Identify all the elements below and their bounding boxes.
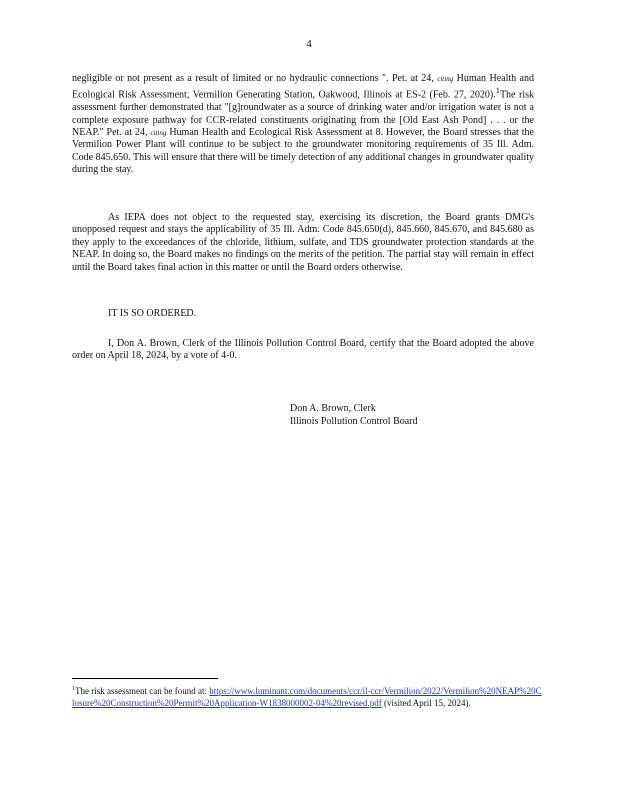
footnote-marker[interactable]: 1 bbox=[495, 86, 500, 96]
paragraph-board-grants-stay: As IEPA does not object to the requested stay, exercising its discretion, the Board grants DMG's unopposed request and stays the applicability of 35 Ill. Adm. Code 845.650(d), 845.660, 845.670, and 845.680 as they apply to the exceedances of the chloride, lithium, sulfate, and TDS groundwater protection standards at the NEAP. In doing so, the Board makes no findings on the merits of the petition. The partial stay will remain in effect until the Board takes final action in this matter or until the Board orders otherwise. bbox=[72, 212, 534, 273]
para1-text-a: negligible or not present as a result of limited or no hydraulic connections ". Pet. at 24, bbox=[72, 73, 438, 84]
footnote-number: 1 bbox=[72, 686, 75, 692]
footnote-url-link[interactable]: https://www.luminant.com/documents/ccr/il-ccr/Vermilion/2022/Vermilion%20NEAP%20Closure%20Construction%20Permit%20Application-W1838000002-04%20revised.pdf bbox=[72, 686, 542, 708]
footnote bbox=[72, 683, 542, 709]
signature-name: Don A. Brown, Clerk bbox=[290, 403, 376, 414]
so-ordered-statement: IT IS SO ORDERED. bbox=[108, 308, 197, 319]
paragraph-risk-assessment bbox=[72, 73, 534, 177]
footnote-visited-date: (visited April 15, 2024). bbox=[381, 698, 471, 708]
footnote-divider bbox=[72, 678, 218, 679]
para1-text-d: Human Health and Ecological Risk Assessment at 8. However, the Board stresses that the Vermilion Power Plant will continue to be subject to the groundwater monitoring requirements of 35 Ill. Adm. Code 845.650. This will ensure that there will be timely detection of any additional changes in groundwater quality during the stay. bbox=[72, 126, 534, 176]
citing-label-2: citing bbox=[150, 128, 167, 137]
clerk-certification: I, Don A. Brown, Clerk of the Illinois Pollution Control Board, certify that the Board adopted the above order on April 18, 2024, by a vote of 4-0. bbox=[72, 338, 534, 362]
page-number: 4 bbox=[306, 38, 312, 50]
footnote-text: The risk assessment can be found at: bbox=[75, 686, 210, 696]
citing-label-1: citing bbox=[437, 75, 454, 83]
signature-organization: Illinois Pollution Control Board bbox=[290, 416, 418, 427]
para1-text-b: Human Health and Ecological Risk Assessment, Vermilion Generating Station, Oakwood, Illinois at ES-2 (Feb. 27, 2020). bbox=[72, 73, 534, 101]
para1-text-c: The risk assessment further demonstrated that "[g]roundwater as a source of drinking water and/or irrigation water is not a complete exposure pathway for CCR-related constituents originating from the [Old East Ash Pond] . . . or the NEAP." Pet. at 24, bbox=[72, 89, 535, 138]
